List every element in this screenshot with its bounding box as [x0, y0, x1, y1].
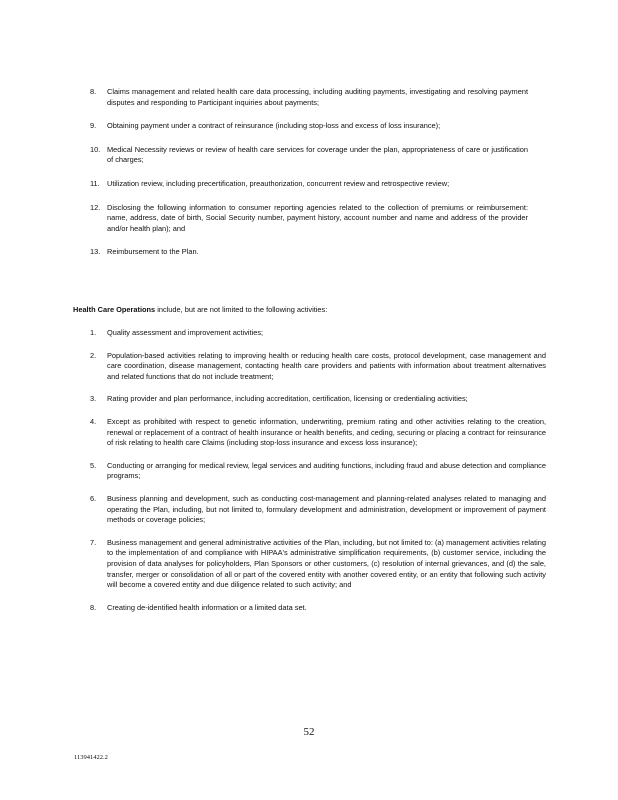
list-item-number: 2. [90, 350, 97, 360]
list-item [90, 538, 546, 591]
list-item-text: Rating provider and plan performance, including accreditation, certification, licensing or credentialing activities; [107, 394, 468, 404]
list-item-text: Business planning and development, such as conducting cost-management and planning-related analyses related to managing and operating the Plan, including, but not limited to, formulary development and administration, development or improvement of payment methods or coverage policies; [107, 493, 546, 525]
section-heading [73, 305, 533, 316]
payment-activities-list [90, 87, 528, 258]
list-item-text: Quality assessment and improvement activities; [107, 328, 264, 337]
list-item [90, 203, 528, 235]
list-item [90, 417, 546, 449]
operations-activities-list [90, 328, 546, 613]
list-item-number: 5. [90, 460, 97, 470]
list-item [90, 328, 546, 339]
list-item-text: Utilization review, including precertification, preauthorization, concurrent review and retrospective review; [107, 178, 450, 188]
list-item-text: Creating de-identified health information or a limited data set. [107, 602, 307, 612]
section-intro: include, but are not limited to the following activities: [155, 305, 328, 314]
list-item [90, 247, 528, 258]
list-item-number: 1. [90, 328, 97, 337]
list-item-number: 8. [90, 87, 97, 96]
list-item [90, 145, 528, 166]
list-item-number: 6. [90, 493, 97, 503]
list-item-number: 11. [90, 178, 100, 188]
list-item [90, 603, 546, 614]
list-item-number: 4. [90, 416, 97, 426]
list-item-text: Disclosing the following information to consumer reporting agencies related to the collection of premiums or reimbursement: name, address, date of birth, Social Security number, payment history, account number and name and address of the provider and/or health plan); and [107, 202, 528, 233]
document-id: 113941422.2 [74, 754, 108, 761]
list-item [90, 461, 546, 482]
list-item [90, 351, 546, 383]
list-item-number: 12. [90, 202, 101, 212]
list-item-text: Business management and general administrative activities of the Plan, including, but not limited to: (a) management activities relating to the implementation of and compliance with HIPAA's administrative simplification requirements, (b) customer service, including the provision of data analyses for policyholders, Plan Sponsors or other customers, (c) resolution of internal grievances, and (d) the sale, transfer, merger or consolidation of all or part of the covered entity with another covered entity, or an entity that following such activity will become a covered entity and due diligence related to such activity; and [107, 537, 546, 590]
list-item-text: Except as prohibited with respect to genetic information, underwriting, premium rating and other activities relating to the creation, renewal or replacement of a contract of health insurance or health benefits, and ceding, securing or placing a contract for reinsurance of risk relating to health care Claims (including stop-loss insurance and excess loss insurance); [107, 416, 546, 448]
list-item-text: Reimbursement to the Plan. [107, 247, 199, 257]
list-item-text: Population-based activities relating to improving health or reducing health care costs, protocol development, case management and care coordination, disease management, contacting health care providers and patients with information about treatment alternatives and related functions that do not include treatment; [107, 350, 546, 381]
list-item-text: Obtaining payment under a contract of reinsurance (including stop-loss and excess of loss insurance); [107, 121, 441, 131]
list-item-number: 13. [90, 247, 101, 257]
list-item [90, 87, 528, 108]
list-item-text: Claims management and related health care data processing, including auditing payments, investigating and resolving payment disputes and responding to Participant inquiries about payments; [107, 87, 528, 107]
list-item-number: 9. [90, 121, 97, 131]
list-item [90, 179, 528, 190]
list-item-text: Conducting or arranging for medical review, legal services and auditing functions, including fraud and abuse detection and compliance programs; [107, 460, 546, 481]
section-title: Health Care Operations [73, 305, 156, 314]
list-item-number: 3. [90, 394, 97, 404]
list-item-number: 8. [90, 602, 97, 612]
list-item [90, 394, 546, 405]
list-item-number: 7. [90, 537, 97, 547]
list-item [90, 494, 546, 526]
page-number: 52 [303, 726, 315, 738]
list-item [90, 121, 528, 132]
list-item-text: Medical Necessity reviews or review of health care services for coverage under the plan, appropriateness of care or justification of charges; [107, 144, 528, 165]
list-item-number: 10. [90, 144, 101, 154]
